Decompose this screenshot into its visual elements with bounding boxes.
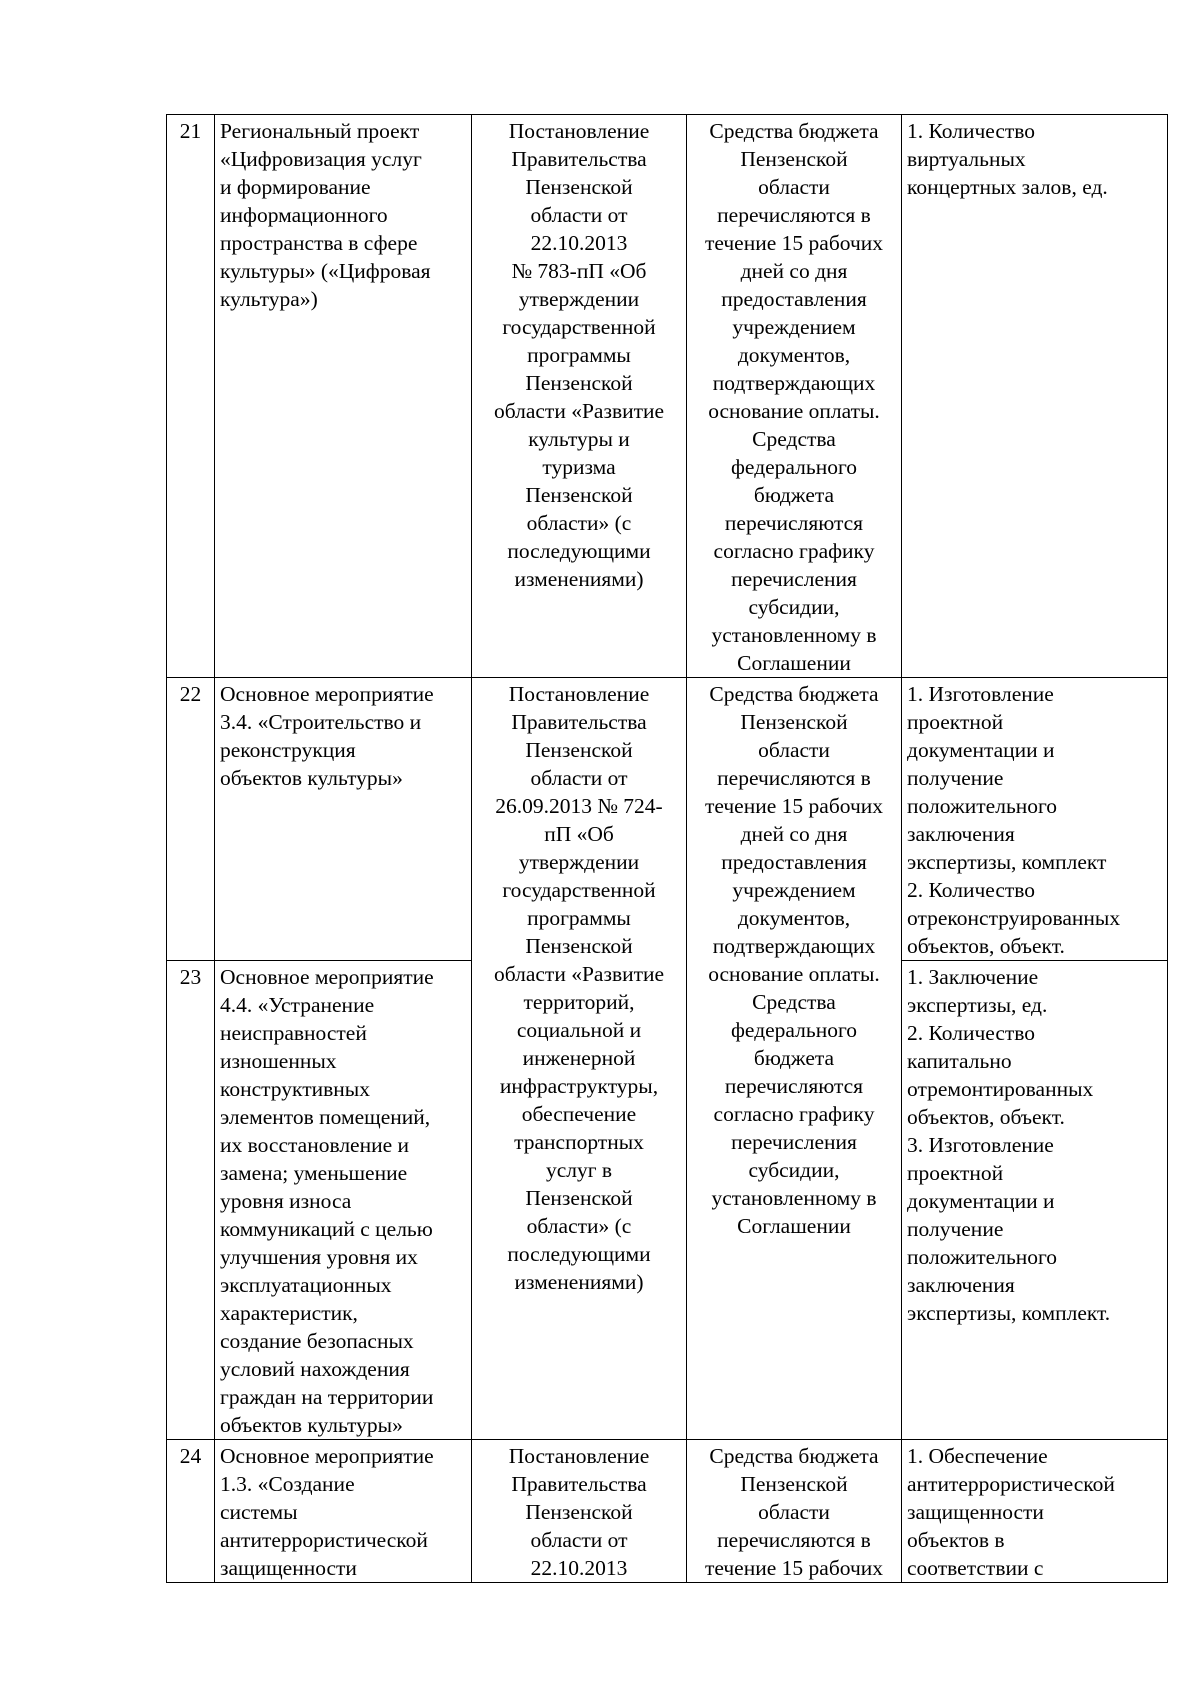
- legal-act: Постановление Правительства Пензенской области от 22.10.2013: [472, 1440, 687, 1583]
- funding-procedure: Средства бюджета Пензенской области перечисляются в течение 15 рабочих дней со дня предоставления учреждением документов, подтверждающих основание оплаты. Средства федерального бюджета перечисляются согласно графику перечисления субсидии, установленному в Соглашении: [687, 678, 902, 1440]
- row-number: 24: [167, 1440, 215, 1583]
- measures-table: [166, 114, 1168, 1583]
- row-number: 23: [167, 961, 215, 1440]
- measure-name: Региональный проект «Цифровизация услуг и формирование информационного пространства в сфере культуры» («Цифровая культура»): [215, 115, 472, 678]
- row-number: 22: [167, 678, 215, 961]
- row-number: 21: [167, 115, 215, 678]
- measure-name: Основное мероприятие 1.3. «Создание системы антитеррористической защищенности: [215, 1440, 472, 1583]
- measure-name: Основное мероприятие 4.4. «Устранение неисправностей изношенных конструктивных элементов помещений, их восстановление и замена; уменьшение уровня износа коммуникаций с целью улучшения уровня их эксплуатационных характеристик, создание безопасных условий нахождения граждан на территории объектов культуры»: [215, 961, 472, 1440]
- table-row-21: [167, 115, 1168, 678]
- result-indicators: 1. Обеспечение антитеррористической защищенности объектов в соответствии с: [902, 1440, 1168, 1583]
- result-indicators: 1. Изготовление проектной документации и получение положительного заключения экспертизы, комплект 2. Количество отреконструированных объектов, объект.: [902, 678, 1168, 961]
- funding-procedure: Средства бюджета Пензенской области перечисляются в течение 15 рабочих: [687, 1440, 902, 1583]
- legal-act: Постановление Правительства Пензенской области от 22.10.2013 № 783-пП «Об утверждении государственной программы Пензенской области «Развитие культуры и туризма Пензенской области» (с последующими изменениями): [472, 115, 687, 678]
- funding-procedure: Средства бюджета Пензенской области перечисляются в течение 15 рабочих дней со дня предоставления учреждением документов, подтверждающих основание оплаты. Средства федерального бюджета перечисляются согласно графику перечисления субсидии, установленному в Соглашении: [687, 115, 902, 678]
- table-row-24: [167, 1440, 1168, 1583]
- table-row-22: [167, 678, 1168, 961]
- measure-name: Основное мероприятие 3.4. «Строительство и реконструкция объектов культуры»: [215, 678, 472, 961]
- legal-act: Постановление Правительства Пензенской области от 26.09.2013 № 724- пП «Об утверждении государственной программы Пензенской области «Развитие территорий, социальной и инженерной инфраструктуры, обеспечение транспортных услуг в Пензенской области» (с последующими изменениями): [472, 678, 687, 1440]
- result-indicators: 1. Заключение экспертизы, ед. 2. Количество капитально отремонтированных объектов, объект. 3. Изготовление проектной документации и получение положительного заключения экспертизы, комплект.: [902, 961, 1168, 1440]
- result-indicators: 1. Количество виртуальных концертных залов, ед.: [902, 115, 1168, 678]
